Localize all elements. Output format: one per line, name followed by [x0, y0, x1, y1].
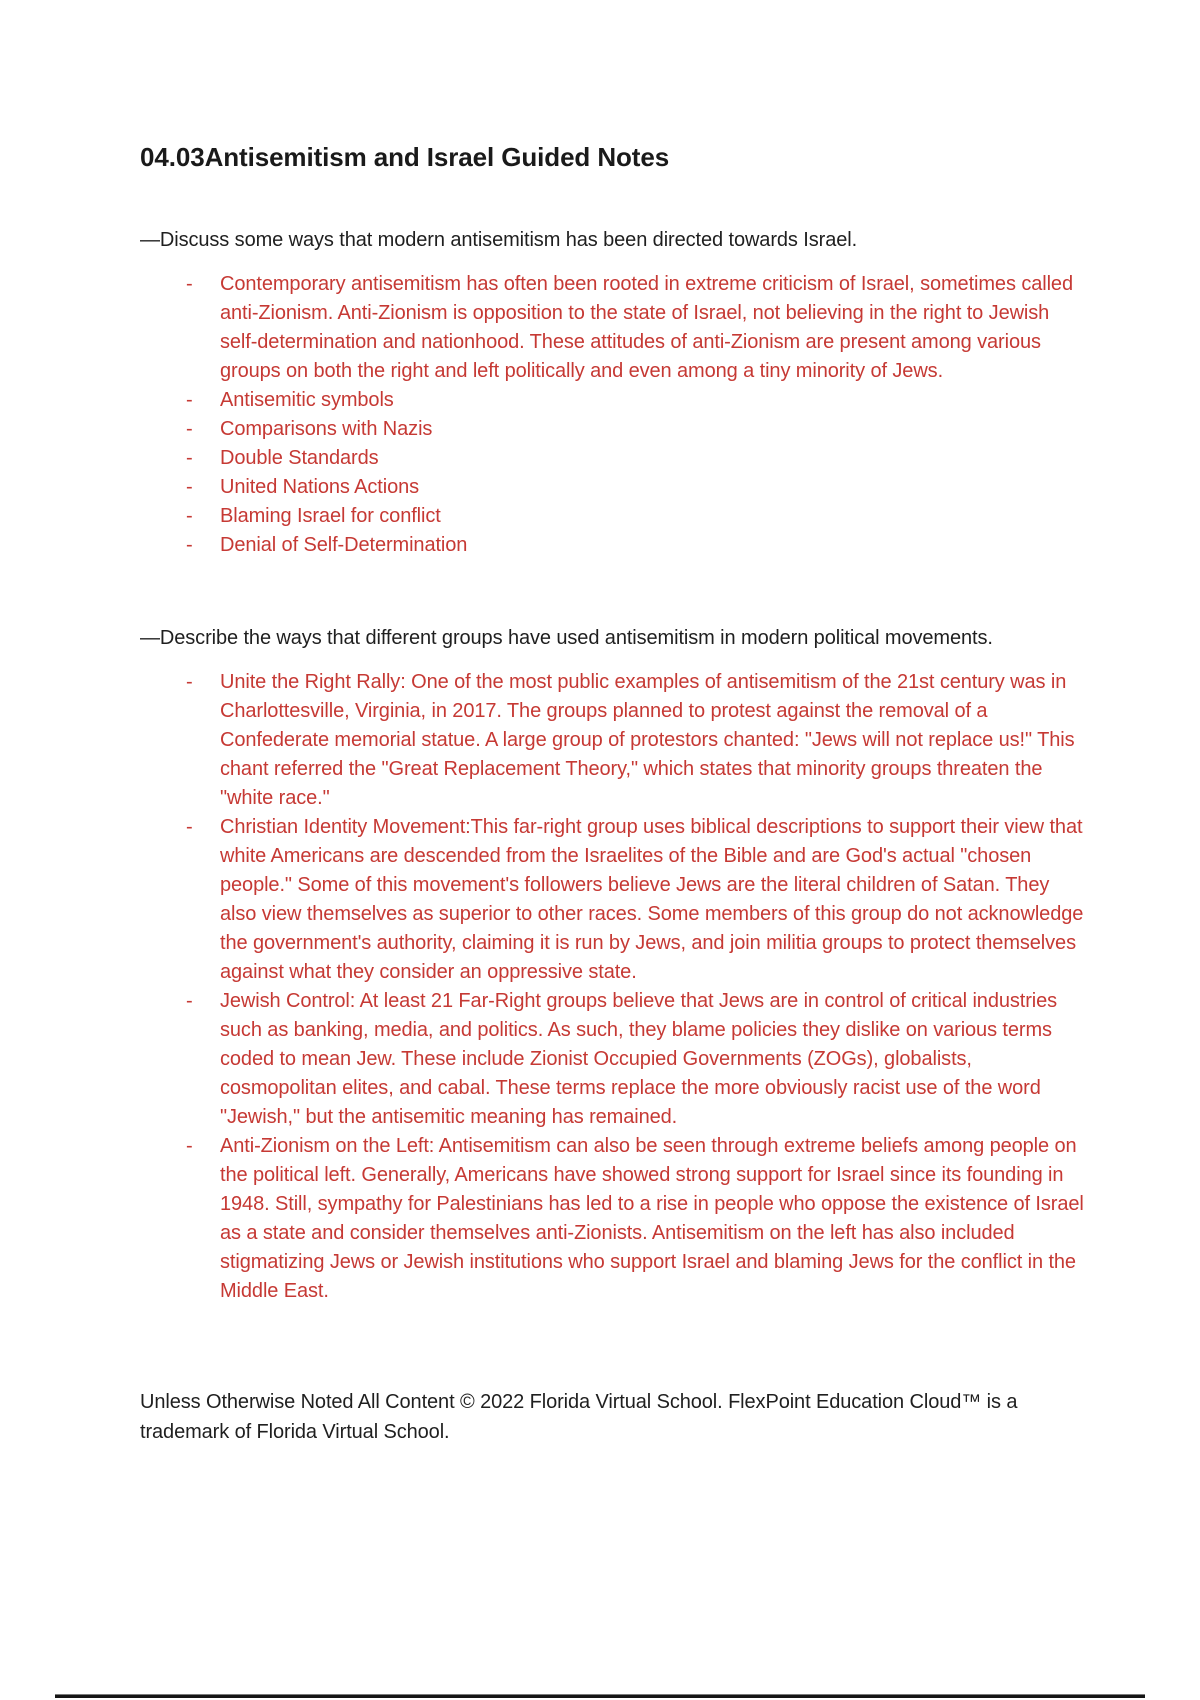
bullet-dash: -: [186, 505, 193, 527]
answer-text: Jewish Control: At least 21 Far-Right groups believe that Jews are in control of critical industries such as banking, media, and politics. As such, they blame policies they dislike on various terms coded to mean Jew. These include Zionist Occupied Governments (ZOGs), globalists, cosmopolitan elites, and cabal. These terms replace the more obviously racist use of the word "Jewish," but the antisemitic meaning has remained.: [220, 990, 1058, 1128]
bullet-dash: -: [186, 476, 193, 498]
answer-item: [140, 668, 1085, 813]
answer-text: Comparisons with Nazis: [220, 418, 433, 440]
answer-list: [140, 270, 1085, 560]
answer-item: [140, 531, 1085, 560]
answer-text: Blaming Israel for conflict: [220, 505, 441, 527]
bullet-dash: -: [186, 671, 193, 693]
answer-item: [140, 386, 1085, 415]
answer-item: [140, 502, 1085, 531]
bullet-dash: -: [186, 1135, 193, 1157]
answer-item: [140, 444, 1085, 473]
bullet-dash: -: [186, 389, 193, 411]
question-text: —Discuss some ways that modern antisemitism has been directed towards Israel.: [140, 229, 858, 251]
question-text: —Describe the ways that different groups have used antisemitism in modern political movements.: [140, 627, 993, 649]
answer-text: Anti-Zionism on the Left: Antisemitism can also be seen through extreme beliefs among people on the political left. Generally, Americans have showed strong support for Israel since its founding in 1948. Still, sympathy for Palestinians has led to a rise in people who oppose the existence of Israel as a state and consider themselves anti-Zionists. Antisemitism on the left has also included stigmatizing Jews or Jewish institutions who support Israel and blaming Jews for the conflict in the Middle East.: [220, 1135, 1084, 1302]
answer-text: Contemporary antisemitism has often been rooted in extreme criticism of Israel, sometimes called anti-Zionism. Anti-Zionism is opposition to the state of Israel, not believing in the right to Jewish self-determination and nationhood. These attitudes of anti-Zionism are present among various groups on both the right and left politically and even among a tiny minority of Jews.: [220, 273, 1073, 382]
answer-item: [140, 473, 1085, 502]
answer-text: Denial of Self-Determination: [220, 534, 468, 556]
qa-section: [140, 226, 1088, 560]
answer-item: [140, 987, 1085, 1132]
answer-text: Unite the Right Rally: One of the most public examples of antisemitism of the 21st century was in Charlottesville, Virginia, in 2017. The groups planned to protest against the removal of a Confederate memorial statue. A large group of protestors chanted: "Jews will not replace us!" This chant referred the "Great Replacement Theory," which states that minority groups threaten the "white race.": [220, 671, 1075, 809]
page-bottom-border: [55, 1694, 1145, 1698]
bullet-dash: -: [186, 990, 193, 1012]
answer-item: [140, 813, 1085, 987]
answer-item: [140, 270, 1085, 386]
bullet-dash: -: [186, 273, 193, 295]
answer-text: Christian Identity Movement:This far-right group uses biblical descriptions to support their view that white Americans are descended from the Israelites of the Bible and are God's actual "chosen people." Some of this movement's followers believe Jews are the literal children of Satan. They also view themselves as superior to other races. Some members of this group do not acknowledge the government's authority, claiming it is run by Jews, and join militia groups to protect themselves against what they consider an oppressive state.: [220, 816, 1084, 983]
answer-text: Double Standards: [220, 447, 379, 469]
bullet-dash: -: [186, 447, 193, 469]
answer-item: [140, 415, 1085, 444]
answer-item: [140, 1132, 1085, 1306]
qa-section: [140, 624, 1088, 1306]
copyright-footer: Unless Otherwise Noted All Content © 2022 Florida Virtual School. FlexPoint Education Cloud™ is a trademark of Florida Virtual School.: [140, 1391, 1018, 1443]
page-title: 04.03Antisemitism and Israel Guided Notes: [140, 142, 670, 172]
bullet-dash: -: [186, 534, 193, 556]
bullet-dash: -: [186, 816, 193, 838]
answer-text: Antisemitic symbols: [220, 389, 394, 411]
answer-text: United Nations Actions: [220, 476, 420, 498]
bullet-dash: -: [186, 418, 193, 440]
document-body: [140, 226, 1088, 1306]
answer-list: [140, 668, 1085, 1306]
